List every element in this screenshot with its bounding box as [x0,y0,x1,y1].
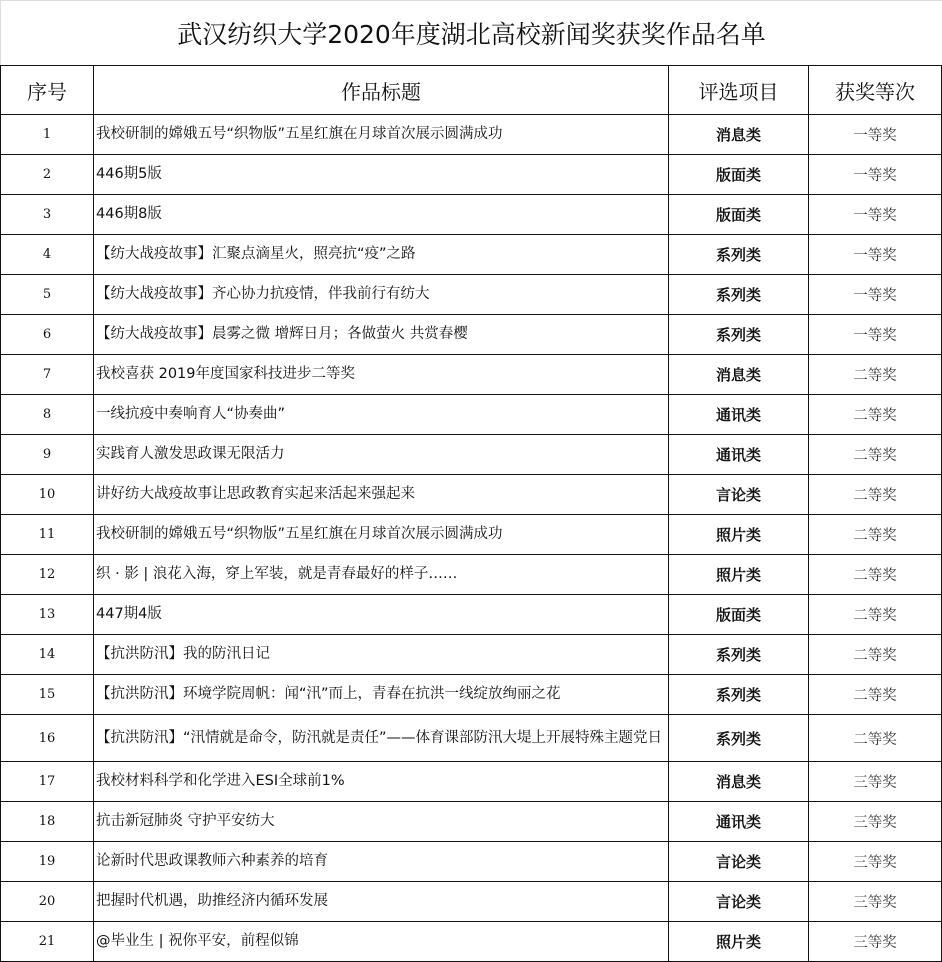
row-prize: 三等奖 [809,842,942,882]
row-number: 19 [1,842,94,882]
table-row [1,762,942,802]
row-number: 14 [1,635,94,675]
row-prize: 二等奖 [809,595,942,635]
row-prize: 二等奖 [809,555,942,595]
table-row [1,515,942,555]
row-category: 版面类 [669,595,809,635]
table-row [1,435,942,475]
row-number: 3 [1,195,94,235]
row-title: 【纺大战疫故事】晨雾之微 增辉日月；各做萤火 共赏春樱 [94,315,669,355]
row-category: 系列类 [669,635,809,675]
row-number: 4 [1,235,94,275]
row-category: 系列类 [669,275,809,315]
row-number: 8 [1,395,94,435]
table-row [1,235,942,275]
row-category: 言论类 [669,842,809,882]
row-title: 我校喜获 2019年度国家科技进步二等奖 [94,355,669,395]
row-category: 言论类 [669,882,809,922]
row-category: 消息类 [669,762,809,802]
table-row [1,475,942,515]
row-title: 论新时代思政课教师六种素养的培育 [94,842,669,882]
row-category: 通讯类 [669,395,809,435]
row-category: 通讯类 [669,435,809,475]
row-prize: 二等奖 [809,515,942,555]
row-number: 17 [1,762,94,802]
row-title: 把握时代机遇，助推经济内循环发展 [94,882,669,922]
table-row [1,675,942,715]
page-title: 武汉纺织大学2020年度湖北高校新闻奖获奖作品名单 [0,0,942,65]
table-row [1,635,942,675]
row-prize: 一等奖 [809,275,942,315]
row-number: 5 [1,275,94,315]
row-title: 447期4版 [94,595,669,635]
row-number: 20 [1,882,94,922]
table-row [1,555,942,595]
row-title: @毕业生 | 祝你平安，前程似锦 [94,922,669,962]
row-prize: 三等奖 [809,922,942,962]
row-category: 版面类 [669,155,809,195]
row-prize: 三等奖 [809,802,942,842]
table-row [1,715,942,762]
row-category: 言论类 [669,475,809,515]
row-prize: 一等奖 [809,195,942,235]
row-prize: 一等奖 [809,155,942,195]
row-prize: 一等奖 [809,235,942,275]
table-row [1,882,942,922]
row-category: 系列类 [669,315,809,355]
header-category: 评选项目 [669,66,809,115]
row-category: 系列类 [669,235,809,275]
row-number: 1 [1,115,94,155]
row-category: 系列类 [669,675,809,715]
row-title: 446期8版 [94,195,669,235]
row-prize: 二等奖 [809,675,942,715]
table-row [1,115,942,155]
table-row [1,842,942,882]
table-row [1,195,942,235]
row-title: 我校材料科学和化学进入ESI全球前1% [94,762,669,802]
row-title: 【抗洪防汛】我的防汛日记 [94,635,669,675]
row-prize: 二等奖 [809,715,942,762]
row-category: 通讯类 [669,802,809,842]
row-number: 18 [1,802,94,842]
row-title: 【纺大战疫故事】汇聚点滴星火，照亮抗“疫”之路 [94,235,669,275]
row-prize: 三等奖 [809,762,942,802]
row-title: 我校研制的嫦娥五号“织物版”五星红旗在月球首次展示圆满成功 [94,515,669,555]
row-number: 13 [1,595,94,635]
row-number: 9 [1,435,94,475]
row-title: 讲好纺大战疫故事让思政教育实起来活起来强起来 [94,475,669,515]
header-title: 作品标题 [94,66,669,115]
row-title: 【抗洪防汛】“汛情就是命令，防汛就是责任”——体育课部防汛大堤上开展特殊主题党日 [94,715,669,762]
row-category: 照片类 [669,515,809,555]
row-category: 照片类 [669,922,809,962]
row-title: 一线抗疫中奏响育人“协奏曲” [94,395,669,435]
row-prize: 二等奖 [809,355,942,395]
row-number: 16 [1,715,94,762]
header-row [1,66,942,115]
header-prize: 获奖等次 [809,66,942,115]
row-number: 11 [1,515,94,555]
row-prize: 二等奖 [809,395,942,435]
row-title: 织 · 影 | 浪花入海，穿上军装，就是青春最好的样子…… [94,555,669,595]
row-number: 15 [1,675,94,715]
row-number: 21 [1,922,94,962]
table-row [1,355,942,395]
row-number: 2 [1,155,94,195]
table-row [1,802,942,842]
row-category: 消息类 [669,115,809,155]
table-row [1,595,942,635]
row-category: 版面类 [669,195,809,235]
row-prize: 二等奖 [809,635,942,675]
table-row [1,315,942,355]
row-prize: 一等奖 [809,315,942,355]
row-title: 实践育人激发思政课无限活力 [94,435,669,475]
row-prize: 三等奖 [809,882,942,922]
row-number: 6 [1,315,94,355]
row-number: 10 [1,475,94,515]
row-title: 【纺大战疫故事】齐心协力抗疫情，伴我前行有纺大 [94,275,669,315]
table-row [1,275,942,315]
table-row [1,155,942,195]
table-row [1,922,942,962]
award-table [0,65,942,962]
row-title: 【抗洪防汛】环境学院周帆：闻“汛”而上，青春在抗洪一线绽放绚丽之花 [94,675,669,715]
row-category: 消息类 [669,355,809,395]
row-title: 我校研制的嫦娥五号“织物版”五星红旗在月球首次展示圆满成功 [94,115,669,155]
row-title: 抗击新冠肺炎 守护平安纺大 [94,802,669,842]
row-number: 7 [1,355,94,395]
header-number: 序号 [1,66,94,115]
row-title: 446期5版 [94,155,669,195]
row-prize: 一等奖 [809,115,942,155]
row-category: 系列类 [669,715,809,762]
row-number: 12 [1,555,94,595]
row-prize: 二等奖 [809,475,942,515]
row-category: 照片类 [669,555,809,595]
row-prize: 二等奖 [809,435,942,475]
table-row [1,395,942,435]
